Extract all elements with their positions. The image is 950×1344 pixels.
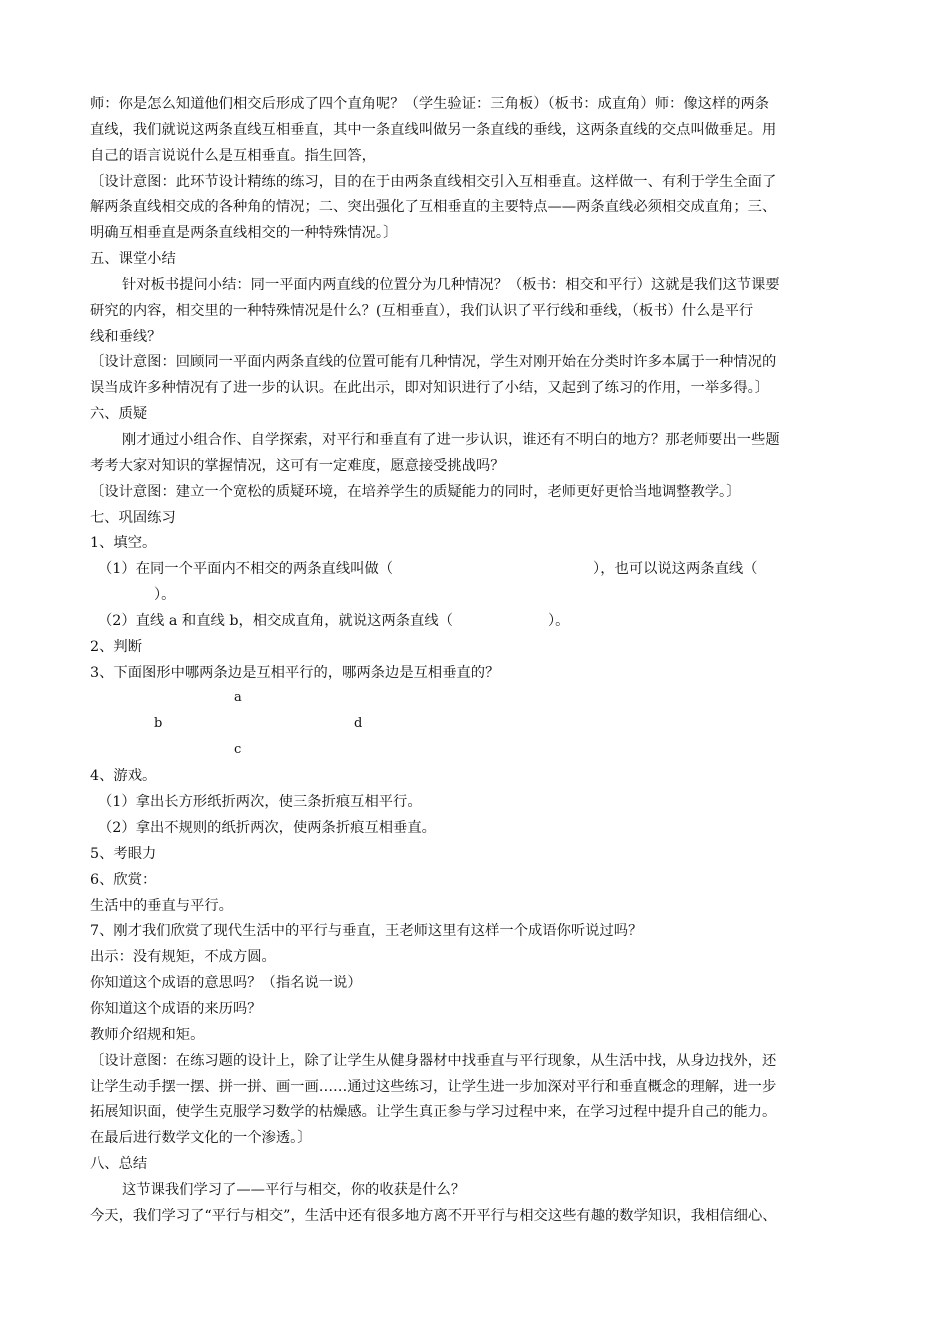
shape-figure [90,686,870,764]
document-body [90,92,870,1230]
exercise-heading: 7、刚才我们欣赏了现代生活中的平行与垂直，王老师这里有这样一个成语你听说过吗？ [90,923,643,940]
paragraph-line: 出示：没有规矩，不成方圆。 [90,949,276,966]
fill-blank-item-1 [90,557,870,583]
design-intent-line: 〔设计意图：回顾同一平面内两条直线的位置可能有几种情况，学生对刚开始在分类时许多本属于一种情况的 [90,354,777,371]
side-label-b: b [154,716,163,732]
design-intent-line: 〔设计意图：在练习题的设计上，除了让学生从健身器材中找垂直与平行现象，从生活中找，从身边找外，还 [90,1052,777,1069]
paragraph-line: 教师介绍规和矩。 [90,1026,205,1043]
paragraph-line: 研究的内容，相交里的一种特殊情况是什么？(互相垂直），我们认识了平行线和垂线，（板书）什么是平行 [90,302,754,319]
exercise-heading: 4、游戏。 [90,768,157,785]
section-heading: 八、总结 [90,1156,148,1173]
exercise-heading: 3、下面图形中哪两条边是互相平行的，哪两条边是互相垂直的？ [90,664,500,681]
design-intent-line: 让学生动手摆一摆、拼一拼、画一画……通过这些练习，让学生进一步加深对平行和垂直概念的理解，进一步 [90,1078,777,1095]
section-heading: 六、质疑 [90,406,148,423]
side-label-d: d [354,716,363,732]
exercise-heading: 1、填空。 [90,535,157,552]
paragraph-line: 你知道这个成语的意思吗？（指名说一说） [90,975,362,992]
paragraph-line: 师：你是怎么知道他们相交后形成了四个直角呢？（学生验证：三角板）（板书：成直角）师：像这样的两条 [90,96,770,112]
paragraph-line: （2）拿出不规则的纸折两次，使两条折痕互相垂直。 [98,820,436,837]
design-intent-line: 〔设计意图：建立一个宽松的质疑环境，在培养学生的质疑能力的同时，老师更好更恰当地调整教学。〕 [90,483,741,500]
design-intent-line: 拓展知识面，使学生克服学习数学的枯燥感。让学生真正参与学习过程中来，在学习过程中提升自己的能力。 [90,1104,777,1121]
fill-blank-text: ）。 [154,587,176,604]
section-heading: 五、课堂小结 [90,251,176,268]
design-intent-line: 在最后进行数学文化的一个渗透。〕 [90,1130,312,1147]
side-label-a: a [234,690,242,706]
side-label-c: c [234,742,242,758]
paragraph-line: 这节课我们学习了——平行与相交，你的收获是什么？ [122,1181,466,1198]
paragraph-line: 线和垂线？ [90,328,162,345]
fill-blank-text: （1）在同一个平面内不相交的两条直线叫做（ [98,561,394,578]
exercise-heading: 2、判断 [90,638,142,655]
fill-blank-text: ），也可以说这两条直线（ [593,561,758,578]
paragraph-line: 直线，我们就说这两条直线互相垂直，其中一条直线叫做另一条直线的垂线，这两条直线的交点叫做垂足。用 [90,121,777,138]
fill-blank-item-2 [90,609,870,635]
section-heading: 七、巩固练习 [90,509,176,526]
design-intent-line: 误当成许多种情况有了进一步的认识。在此出示，即对知识进行了小结，又起到了练习的作用，一举多得。〕 [90,380,770,397]
paragraph-line: 生活中的垂直与平行。 [90,897,233,914]
design-intent-line: 明确互相垂直是两条直线相交的一种特殊情况。〕 [90,225,398,242]
paragraph-line: 刚才通过小组合作、自学探索，对平行和垂直有了进一步认识，谁还有不明白的地方？那老师要出一些题 [122,431,780,448]
design-intent-line: 〔设计意图：此环节设计精练的练习，目的在于由两条直线相交引入互相垂直。这样做一、有利于学生全面了 [90,173,777,190]
paragraph-line: （1）拿出长方形纸折两次，使三条折痕互相平行。 [98,794,422,811]
paragraph-line: 针对板书提问小结：同一平面内两直线的位置分为几种情况？（板书：相交和平行）这就是我们这节课要 [122,276,780,293]
fill-blank-item-1-cont [90,583,870,609]
exercise-heading: 6、欣赏： [90,871,157,888]
paragraph-line: 你知道这个成语的来历吗？ [90,1001,262,1017]
design-intent-line: 解两条直线相交成的各种角的情况；二、突出强化了互相垂直的主要特点——两条直线必须相交成直角；三、 [90,199,777,216]
exercise-heading: 5、考眼力 [90,845,157,862]
paragraph-line: 今天，我们学习了“平行与相交”，生活中还有很多地方离不开平行与相交这些有趣的数学知识，我相信细心、 [90,1207,777,1224]
paragraph-line: 自己的语言说说什么是互相垂直。指生回答， [90,147,376,164]
paragraph-line: 考考大家对知识的掌握情况，这可有一定难度，愿意接受挑战吗？ [90,457,505,474]
fill-blank-text: （2）直线 a 和直线 b，相交成直角，就说这两条直线（ [98,612,453,629]
fill-blank-text: ）。 [547,612,570,629]
